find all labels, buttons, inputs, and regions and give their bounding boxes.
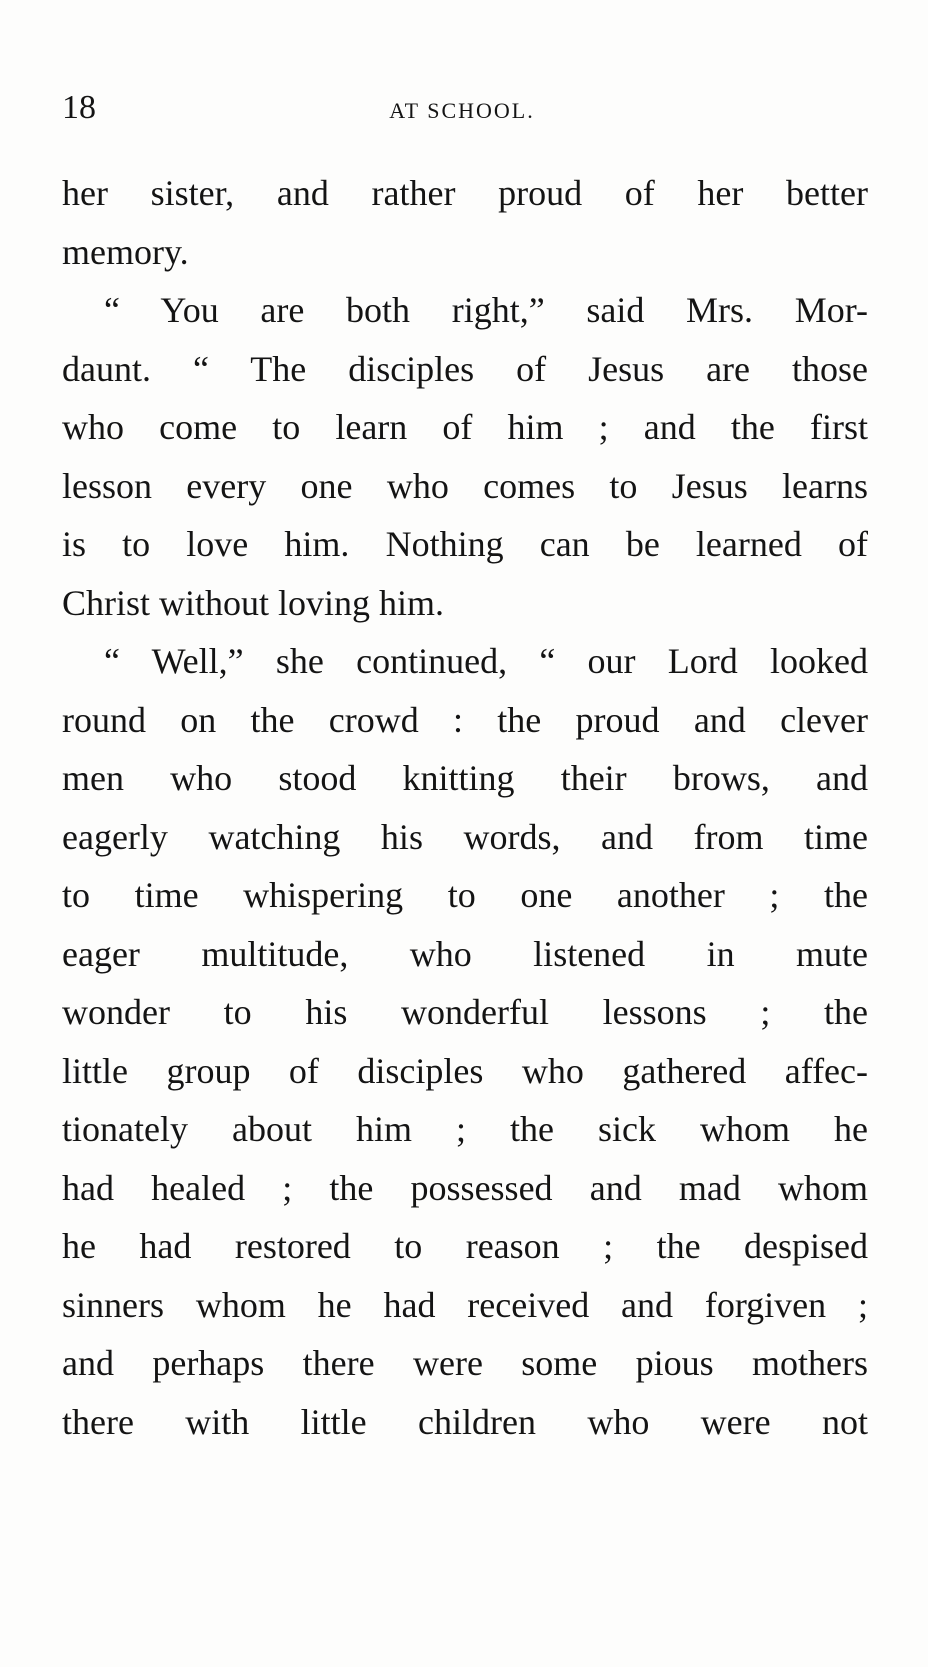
paragraph xyxy=(62,281,868,632)
text-line: “ You are both right,” said Mrs. Mor- xyxy=(104,290,868,330)
text-line: her sister, and rather proud of her better xyxy=(62,173,868,213)
page-number: 18 xyxy=(62,89,96,126)
text-line: and perhaps there were some pious mothers xyxy=(62,1343,868,1383)
text-line: men who stood knitting their brows, and xyxy=(62,758,868,798)
text-line: lesson every one who comes to Jesus learns xyxy=(62,465,868,506)
text-line: had healed ; the possessed and mad whom xyxy=(62,1167,868,1208)
text-line: Christ without loving him. xyxy=(62,582,445,623)
text-line: is to love him. Nothing can be learned of xyxy=(62,524,868,564)
text-line: round on the crowd : the proud and clever xyxy=(62,699,868,740)
text-line: to time whispering to one another ; the xyxy=(62,875,868,915)
text-line: there with little children who were not xyxy=(62,1401,868,1442)
text-line: eagerly watching his words, and from time xyxy=(62,816,868,857)
running-head: AT SCHOOL. xyxy=(389,98,535,123)
page-header xyxy=(62,88,862,128)
text-line: he had restored to reason ; the despised xyxy=(62,1226,868,1266)
text-line: sinners whom he had received and forgiven ; xyxy=(62,1284,868,1325)
text-line: eager multitude, who listened in mute xyxy=(62,933,868,974)
text-line: “ Well,” she continued, “ our Lord looked xyxy=(104,641,868,681)
paragraph xyxy=(62,632,868,1451)
text-line: wonder to his wonderful lessons ; the xyxy=(62,992,868,1032)
text-line: memory. xyxy=(62,231,189,272)
text-line: tionately about him ; the sick whom he xyxy=(62,1109,868,1149)
text-line: who come to learn of him ; and the first xyxy=(62,407,868,447)
body-text xyxy=(62,164,868,1451)
text-line: daunt. “ The disciples of Jesus are those xyxy=(62,348,868,389)
paragraph xyxy=(62,164,868,281)
text-line: little group of disciples who gathered affec- xyxy=(62,1050,868,1091)
